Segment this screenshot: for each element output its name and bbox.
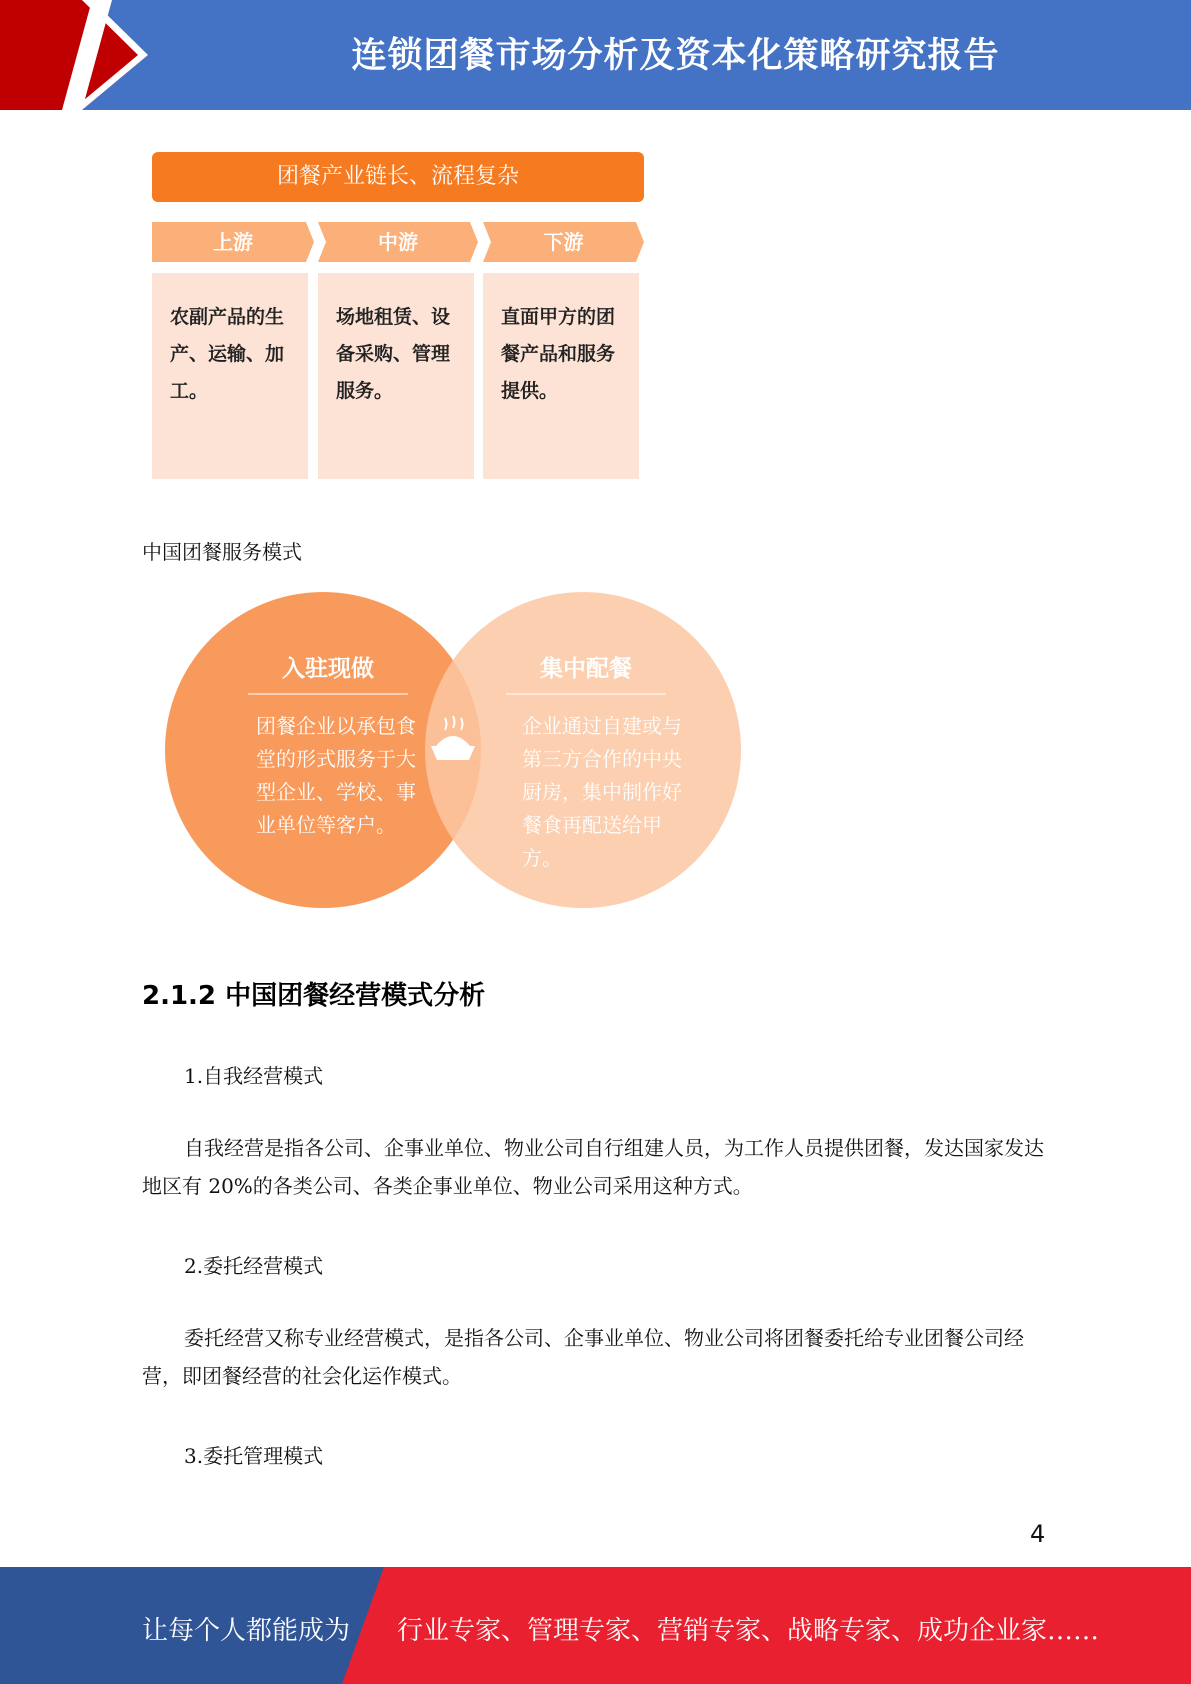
venn-right-text: 企业通过自建或与第三方合作的中央厨房，集中制作好餐食再配送给甲方。 (522, 714, 682, 870)
venn-left-title: 入驻现做 (282, 656, 374, 682)
chain-figure-title: 团餐产业链长、流程复杂 (152, 152, 644, 202)
stage-downstream-arrow (483, 222, 644, 262)
stage-upstream-label: 上游 (213, 230, 253, 254)
stage-upstream-arrow (152, 222, 314, 262)
item-1-paragraph: 自我经营是指各公司、企事业单位、物业公司自行组建人员，为工作人员提供团餐，发达国家发达地区有 20%的各类公司、各类企事业单位、物业公司采用这种方式。 (142, 1136, 1044, 1198)
page-header (0, 0, 1191, 110)
service-mode-venn (158, 590, 748, 910)
footer-slogan-right: 行业专家、管理专家、营销专家、战略专家、成功企业家…… (397, 1616, 1100, 1646)
service-mode-caption: 中国团餐服务模式 (142, 540, 302, 564)
item-2-title: 2.委托经营模式 (184, 1254, 324, 1278)
stage-upstream-text: 农副产品的生产、运输、加工。 (152, 273, 308, 479)
stage-midstream-arrow (318, 222, 478, 262)
report-title: 连锁团餐市场分析及资本化策略研究报告 (351, 36, 1000, 76)
venn-left-text: 团餐企业以承包食堂的形式服务于大型企业、学校、事业单位等客户。 (256, 714, 416, 837)
item-1-title: 1.自我经营模式 (184, 1064, 324, 1088)
item-2-paragraph: 委托经营又称专业经营模式，是指各公司、企事业单位、物业公司将团餐委托给专业团餐公司经营，即团餐经营的社会化运作模式。 (142, 1326, 1024, 1388)
page-number: 4 (1030, 1520, 1046, 1548)
stage-downstream-label: 下游 (543, 230, 584, 254)
stage-downstream-text: 直面甲方的团餐产品和服务提供。 (483, 273, 639, 479)
stage-midstream-label: 中游 (378, 230, 418, 254)
industry-chain-figure (152, 152, 644, 482)
page-footer (0, 1567, 1191, 1684)
item-3-title: 3.委托管理模式 (184, 1444, 324, 1468)
section-heading: 2.1.2 中国团餐经营模式分析 (142, 981, 486, 1011)
footer-slogan-left: 让每个人都能成为 (142, 1616, 351, 1646)
stage-midstream-text: 场地租赁、设备采购、管理服务。 (318, 273, 474, 479)
venn-right-title: 集中配餐 (540, 656, 632, 682)
